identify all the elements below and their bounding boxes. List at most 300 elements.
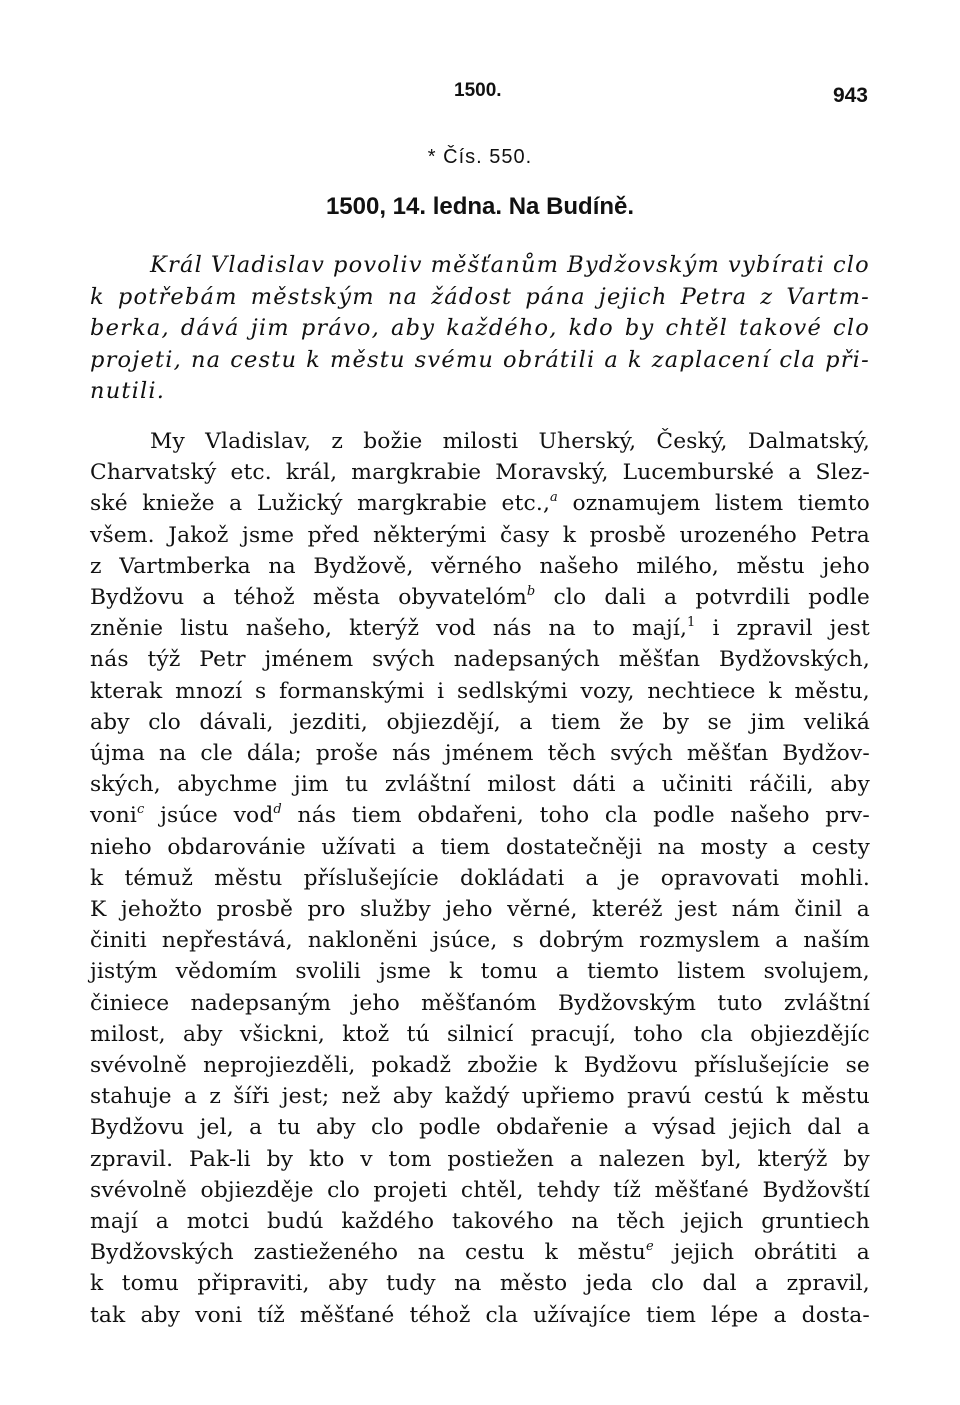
word: městu [736, 553, 805, 579]
word: našeho, [245, 616, 333, 642]
word: cla [700, 1021, 733, 1047]
word: obdařenie [496, 1115, 609, 1141]
word: na [159, 741, 187, 767]
word: zpravil, [786, 1271, 870, 1297]
word: mají [90, 1209, 138, 1235]
text-line [90, 551, 870, 582]
word: Vladislav, [205, 429, 312, 454]
word: svolujem, [763, 959, 870, 985]
page-number: 943 [832, 84, 868, 107]
word: jehožto [120, 897, 203, 923]
footnote-mark: c [137, 802, 145, 818]
word: a [788, 460, 802, 486]
word: s [254, 678, 267, 704]
main-text [90, 426, 870, 1331]
word: pracují, [530, 1021, 617, 1047]
word: voni [195, 1302, 243, 1328]
word: Bydžovským [567, 252, 721, 278]
word: clo [833, 315, 870, 342]
word: aby [328, 1271, 368, 1297]
word: a [623, 1115, 638, 1141]
word: pokadž [371, 1053, 452, 1079]
word: vozy, [580, 678, 635, 704]
word: městu [801, 1084, 870, 1110]
word: městu [329, 346, 406, 373]
word: výsad [652, 1115, 716, 1141]
word: Vartm- [786, 283, 870, 310]
word: věrné, [507, 897, 578, 923]
word: zvláštní [384, 772, 471, 798]
word: tu [345, 772, 369, 798]
word: jeho [822, 553, 870, 579]
word: voni$^c$ [90, 802, 145, 829]
word: téhož [233, 585, 295, 611]
word: našeho [539, 553, 619, 579]
word: na [190, 346, 222, 373]
text-line [90, 707, 870, 738]
word: tiem [646, 1302, 697, 1328]
word: Uherský, [538, 429, 637, 454]
word: Dalmatský, [747, 429, 870, 454]
word: z [209, 1084, 222, 1110]
regest-line [90, 250, 870, 282]
word: k [449, 959, 463, 985]
word: jest [829, 616, 870, 642]
regest-summary [90, 250, 870, 408]
running-year: 1500. [454, 80, 502, 101]
word: měšťanům [430, 252, 560, 278]
word: a [519, 709, 533, 735]
word: a [604, 346, 619, 373]
word: aby [315, 1115, 356, 1141]
word: dávali, [199, 709, 274, 735]
word: a [229, 491, 243, 517]
word: některými [372, 522, 487, 548]
word: clo [327, 1177, 360, 1203]
word: clo [553, 585, 587, 611]
word: na [417, 1240, 446, 1266]
word: měšťan [686, 741, 769, 767]
word: by [662, 709, 690, 735]
word: formanskými [279, 678, 425, 704]
document-date-place: 1500, 14. ledna. Na Budíně. [325, 193, 635, 220]
word: na [387, 283, 419, 310]
word: pro [307, 897, 346, 923]
text-line [90, 488, 870, 519]
word: a [555, 959, 569, 985]
word: cesty [811, 834, 870, 860]
word: jim [293, 772, 329, 798]
word: městu$^e$ [577, 1239, 654, 1266]
text-line [90, 1144, 870, 1175]
word: rozmyslem [639, 928, 761, 954]
word: clo [371, 1115, 404, 1141]
word: měšťanóm [421, 990, 537, 1016]
word: My [150, 429, 185, 454]
word: tiemto [797, 491, 870, 517]
word: obdarovánie [167, 834, 306, 860]
word: připraviti, [197, 1271, 310, 1297]
word: svévolně [90, 1177, 187, 1203]
word: mohli. [800, 865, 870, 891]
word: Jakož [168, 522, 229, 548]
word: zpravil. [90, 1146, 174, 1172]
word: K [90, 897, 107, 923]
text-line [90, 925, 870, 956]
word: z [90, 553, 102, 579]
word: kteréž [592, 897, 663, 923]
word: motci [186, 1209, 250, 1235]
word: cestú [703, 1084, 764, 1110]
word: a [755, 1271, 769, 1297]
footnote-mark: 1 [687, 615, 696, 631]
word: jejich [731, 1115, 792, 1141]
word: Bydžovu [90, 585, 185, 611]
word: aby [392, 1084, 433, 1110]
word: jejich [673, 1240, 735, 1266]
word: milosti [442, 429, 519, 454]
word: a [249, 1115, 263, 1141]
text-line [90, 1300, 870, 1331]
word: a [775, 928, 789, 954]
word: milého, [636, 553, 719, 579]
word: Petra [810, 522, 870, 548]
word: sedlskými [457, 678, 568, 704]
word: a [632, 772, 646, 798]
word: opravovati [660, 865, 780, 891]
word: listem [677, 959, 746, 985]
word: učiniti [661, 772, 733, 798]
word: prv- [825, 803, 870, 829]
word: cestu [230, 346, 298, 373]
word: oznamujem [572, 491, 701, 517]
word: při- [825, 346, 870, 373]
word: jeho [352, 990, 400, 1016]
word: a [856, 1115, 870, 1141]
word: městu [214, 865, 283, 891]
word: podle [419, 1115, 481, 1141]
text-line [90, 1175, 870, 1206]
word: svévolně [90, 1053, 187, 1079]
word: a [856, 1240, 870, 1266]
word: našeho [730, 803, 810, 829]
word: v [360, 1146, 373, 1172]
word: svolili [295, 959, 361, 985]
text-line [90, 1237, 870, 1268]
word: takového [451, 1209, 554, 1235]
word: by [843, 1146, 870, 1172]
word: nám [731, 897, 780, 923]
word: jsme [378, 959, 432, 985]
word: činiti [90, 928, 147, 954]
word: proše [315, 741, 379, 767]
word: obrátili [503, 346, 596, 373]
text-line [90, 1268, 870, 1299]
word: nadepsaných [453, 647, 600, 673]
text-line [90, 457, 870, 488]
word: všickni, [239, 1021, 325, 1047]
word: dali [604, 585, 646, 611]
word: k [90, 283, 105, 310]
text-line [90, 613, 870, 644]
word: vědomím [175, 959, 278, 985]
word: činil [794, 897, 843, 923]
word: každý [444, 1084, 510, 1110]
word: zbožie [467, 1053, 539, 1079]
word: týž [147, 647, 181, 673]
word: ských, [90, 772, 161, 798]
word: těch [616, 1209, 666, 1235]
word: Bydžovských, [719, 647, 870, 673]
word: k [90, 865, 104, 891]
word: k [775, 1084, 790, 1110]
word: zvláštní [784, 990, 870, 1016]
word: nechtiece [647, 678, 756, 704]
word: pána [525, 283, 586, 310]
word: na [571, 1209, 599, 1235]
word: podle [808, 585, 870, 611]
text-line [90, 1081, 870, 1112]
word: nás [297, 803, 337, 829]
word: mosty [700, 834, 768, 860]
word: a [783, 834, 797, 860]
word: zpravil [736, 616, 813, 642]
text-line [90, 1112, 870, 1143]
word: Bydžov- [782, 741, 870, 767]
word: dála; [246, 741, 302, 767]
word: nalezen [598, 1146, 686, 1172]
word: cla [485, 1302, 519, 1328]
word: kterak [90, 678, 163, 704]
word: dává [180, 315, 240, 342]
word: Český, [656, 429, 728, 454]
word: užívati [321, 834, 397, 860]
word: svých [610, 741, 673, 767]
word: neprojiezděli, [203, 1053, 356, 1079]
word: jsúce [160, 803, 218, 829]
text-line [90, 1206, 870, 1237]
word: listu [180, 616, 229, 642]
word: jsme [242, 522, 295, 548]
word: cestu [464, 1240, 525, 1266]
word: se [845, 1053, 870, 1079]
word: svých [372, 647, 435, 673]
word: mnozí [175, 678, 243, 704]
text-line [90, 1050, 870, 1081]
word: urozeného [679, 522, 797, 548]
word: aby [90, 709, 130, 735]
word: objiezděje [200, 1177, 314, 1203]
word: upřiemo [521, 1084, 615, 1110]
word: a [664, 585, 678, 611]
word: dosta- [801, 1302, 870, 1328]
word: jest [677, 897, 718, 923]
word: všem. [90, 522, 155, 548]
word: každého, [446, 315, 558, 342]
word: i [437, 678, 445, 704]
word: zněnie [90, 616, 164, 642]
word: ktož [342, 1021, 390, 1047]
word: nás [492, 616, 532, 642]
word: k [90, 1271, 104, 1297]
word: nieho [90, 834, 152, 860]
word: tíž [257, 1302, 285, 1328]
word: chtěl [665, 315, 729, 342]
word: Bydžovských [90, 1240, 234, 1266]
word: šíři [233, 1084, 270, 1110]
word: ské [90, 491, 128, 517]
word: cla [604, 803, 638, 829]
text-line [90, 800, 870, 831]
word: kterýž [757, 1146, 828, 1172]
word: a [183, 1084, 198, 1110]
regest-line [90, 282, 870, 314]
word: Bydžově, [313, 553, 414, 579]
word: jejich [682, 1209, 744, 1235]
word: nepřestává, [161, 928, 293, 954]
word: milost, [90, 1021, 166, 1047]
text-line [90, 644, 870, 675]
word: z [760, 283, 774, 310]
word: město [499, 1271, 568, 1297]
word: Bydžovu [583, 1053, 678, 1079]
word: dáti [572, 772, 616, 798]
word: Vladislav [210, 252, 326, 278]
word: margkrabie [357, 491, 488, 517]
word: k [544, 1240, 558, 1266]
word: aby [140, 1302, 181, 1328]
word: postiežen [447, 1146, 555, 1172]
word: na [548, 616, 576, 642]
word: nás [90, 647, 129, 673]
word: služby [359, 897, 431, 923]
word: veliká [803, 709, 870, 735]
word: etc. [230, 460, 272, 486]
word: měšťan [618, 647, 701, 673]
word: naším [803, 928, 870, 954]
word: k [627, 346, 643, 373]
word: újma [90, 741, 146, 767]
word: tom [388, 1146, 432, 1172]
word: Lucemburské [622, 460, 775, 486]
word: jeda [585, 1271, 633, 1297]
word: Pak-li [189, 1146, 251, 1172]
word: se [707, 709, 732, 735]
word: toho [633, 1021, 684, 1047]
word: Král [150, 252, 203, 278]
text-line [90, 863, 870, 894]
word: na [657, 834, 686, 860]
footnote-mark: b [526, 584, 536, 600]
word: a [202, 585, 216, 611]
word: mají,$^1$ [631, 615, 696, 642]
word: kdo [568, 315, 614, 342]
word: objiezdějí, [386, 709, 501, 735]
word: jménem [444, 741, 534, 767]
word: clo [832, 252, 870, 278]
word: takové [739, 315, 822, 342]
word: potřebám [117, 283, 238, 310]
word: byl, [700, 1146, 742, 1172]
word: věrného [431, 553, 522, 579]
word: silnicí [447, 1021, 514, 1047]
word: prosbě [216, 897, 294, 923]
word: jim [250, 315, 290, 342]
word: kto [308, 1146, 345, 1172]
word: cla [779, 346, 817, 373]
word: dal [702, 1271, 737, 1297]
word: projeti [373, 1177, 448, 1203]
word: nás [392, 741, 431, 767]
word: a [411, 834, 425, 860]
word: zaplacení [651, 346, 771, 373]
word: tiemto [587, 959, 660, 985]
word: nutili. [90, 378, 166, 405]
word: by [266, 1146, 294, 1172]
word: jménem [264, 647, 354, 673]
word: prosbě [589, 522, 667, 548]
word: stahuje [90, 1084, 172, 1110]
word: městským [250, 283, 375, 310]
word: tú [406, 1021, 430, 1047]
text-line [90, 676, 870, 707]
word: téhož [409, 1302, 471, 1328]
regest-line [90, 313, 870, 345]
word: povoliv [332, 252, 423, 278]
word: časy [499, 522, 550, 548]
word: knieže [142, 491, 215, 517]
word: jeho [445, 897, 493, 923]
word: Bydžovu [90, 1115, 185, 1141]
word: témuž [124, 865, 194, 891]
word: každého [341, 1209, 435, 1235]
word: Charvatský [90, 460, 217, 486]
word: by [624, 315, 655, 342]
word: k [306, 346, 322, 373]
word: užívajíce [533, 1302, 632, 1328]
word: jistým [90, 959, 158, 985]
word: etc.,$^a$ [501, 490, 558, 517]
word: gruntiech [761, 1209, 870, 1235]
word: tehdy [537, 1177, 600, 1203]
word: tak [90, 1302, 126, 1328]
text-line [90, 520, 870, 551]
word: na [268, 553, 296, 579]
word: svému [414, 346, 495, 373]
word: milost [487, 772, 556, 798]
word: Lužický [256, 491, 343, 517]
word: pravú [627, 1084, 692, 1110]
word: k [562, 522, 577, 548]
word: dal [807, 1115, 842, 1141]
word: Moravský, [495, 460, 609, 486]
word: právo, [300, 315, 381, 342]
word: a [773, 1302, 787, 1328]
text-line [90, 769, 870, 800]
text-line [90, 832, 870, 863]
word: projeti, [90, 346, 182, 373]
text-line [90, 956, 870, 987]
word: ráčili, [749, 772, 814, 798]
footnote-mark: e [646, 1239, 654, 1255]
word: Vartmberka [119, 553, 251, 579]
word: aby [391, 315, 436, 342]
word: činiece [90, 990, 170, 1016]
word: Petr [199, 647, 246, 673]
word: Petra [680, 283, 748, 310]
word: listem [714, 491, 784, 517]
text-line [90, 988, 870, 1019]
